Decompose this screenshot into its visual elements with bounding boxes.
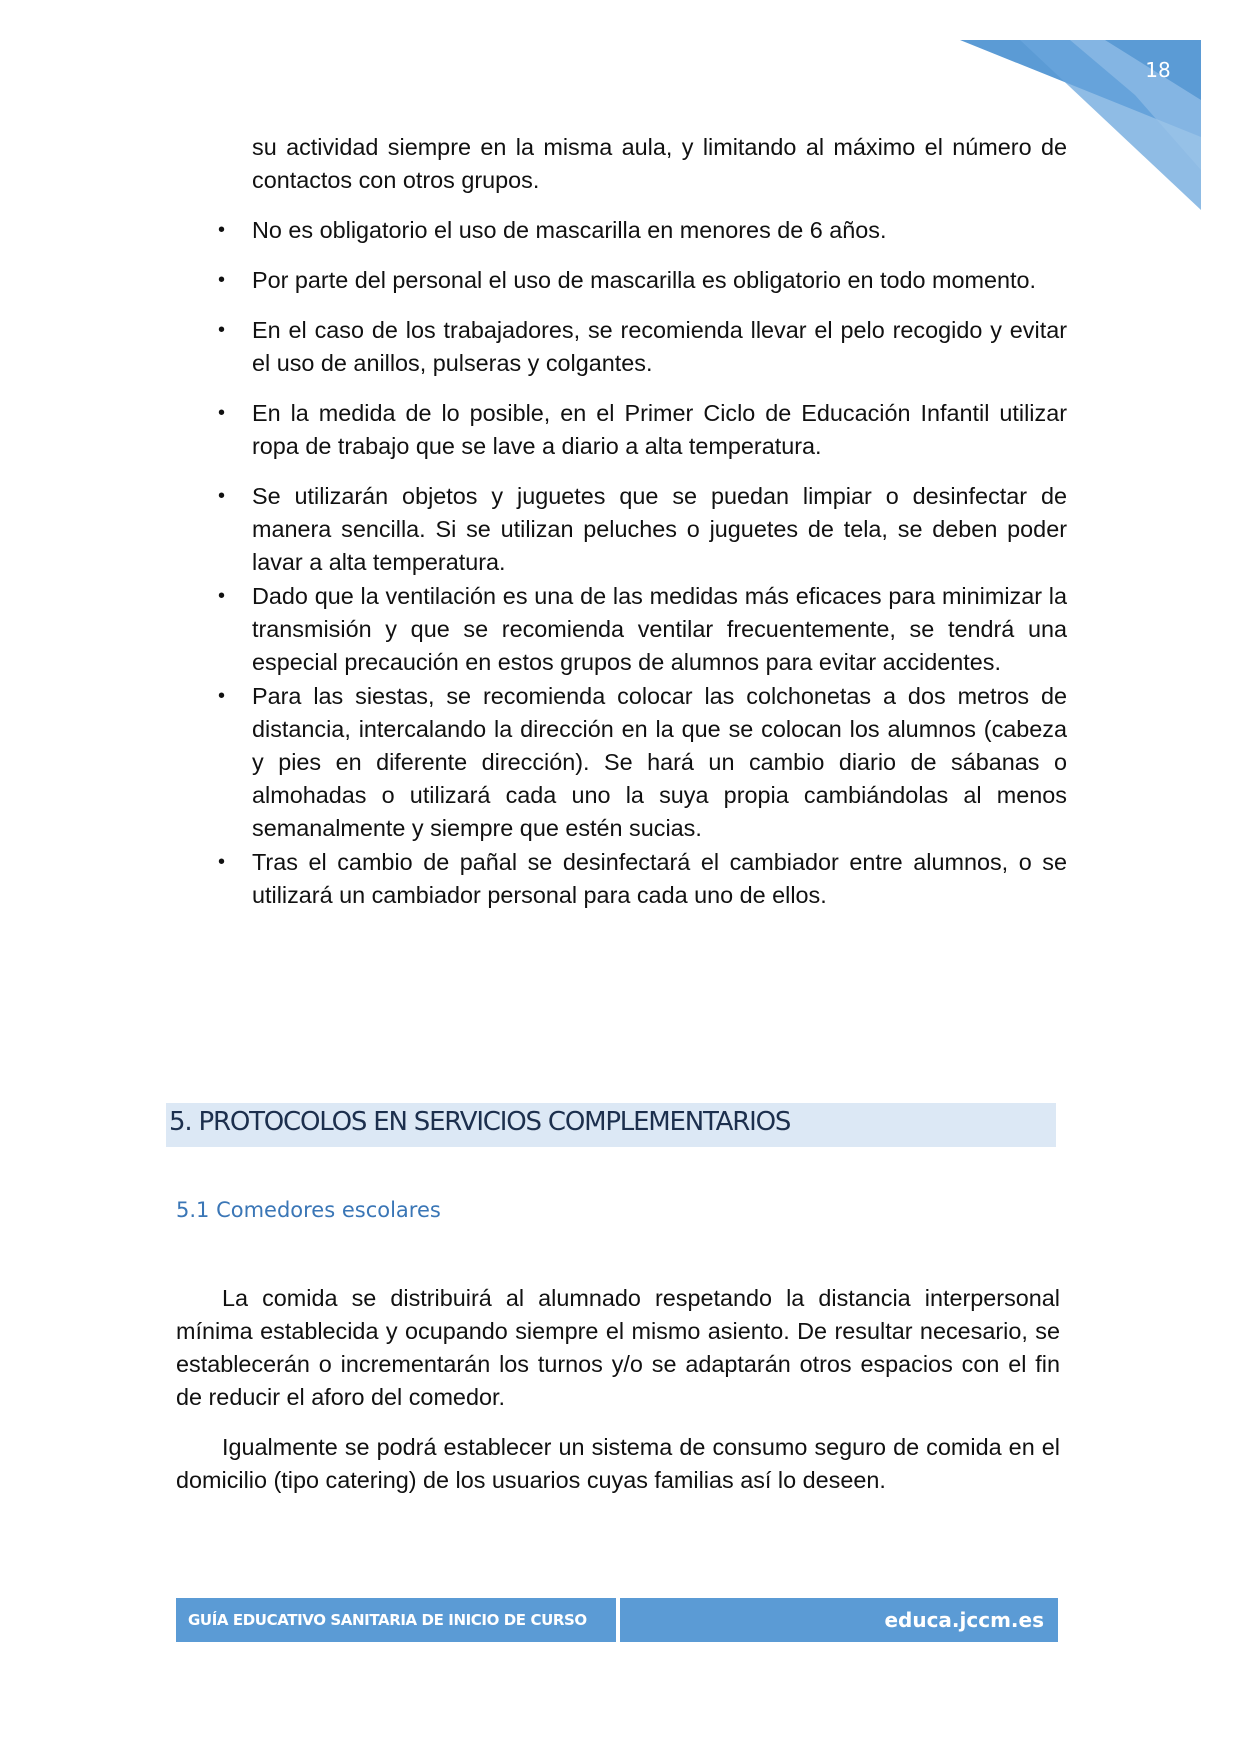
footer-title [176,1598,616,1642]
bullet-icon: • [218,585,226,607]
page-number: 18 [1145,58,1171,82]
bullet-continuation [207,131,1067,197]
list-item-text: Para las siestas, se recomienda colocar las colchonetas a dos metros de distancia, intercalando la dirección en la que se colocan los alumnos (cabeza y pies en diferente dirección). Se hará un cambio diario de sábanas o almohadas o utilizará cada uno la suya propia cambiándolas al menos semanalmente y siempre que estén sucias. [252,683,1067,841]
bullet-icon: • [218,485,226,507]
section-heading-text: 5. PROTOCOLOS EN SERVICIOS COMPLEMENTARIOS [169,1107,791,1137]
list-item-text: No es obligatorio el uso de mascarilla en menores de 6 años. [252,217,887,243]
section-heading [166,1103,1056,1147]
list-item [207,846,1067,912]
list-item [207,314,1067,380]
list-item-text: Por parte del personal el uso de mascarilla es obligatorio en todo momento. [252,267,1037,293]
bullet-icon: • [218,402,226,424]
list-item [207,264,1067,297]
paragraph: La comida se distribuirá al alumnado respetando la distancia interpersonal mínima establecida y ocupando siempre el mismo asiento. De resultar necesario, se establecerán o incrementarán los turnos y/o se adaptarán otros espacios con el fin de reducir el aforo del comedor. [176,1285,1060,1410]
list-item [207,680,1067,845]
list-item-text: En la medida de lo posible, en el Primer Ciclo de Educación Infantil utilizar ropa de trabajo que se lave a diario a alta temperatura. [252,400,1067,459]
list-item-text: En el caso de los trabajadores, se recomienda llevar el pelo recogido y evitar el uso de anillos, pulseras y colgantes. [252,317,1067,376]
list-item-text: Tras el cambio de pañal se desinfectará el cambiador entre alumnos, o se utilizará un cambiador personal para cada uno de ellos. [252,849,1067,908]
list-item-text: Se utilizarán objetos y juguetes que se puedan limpiar o desinfectar de manera sencilla. Si se utilizan peluches o juguetes de tela, se deben poder lavar a alta temperatura. [252,483,1067,575]
bullet-list [207,131,1067,913]
footer-website-text: educa.jccm.es [884,1608,1044,1632]
list-item [207,480,1067,579]
subheading: 5.1 Comedores escolares [176,1198,441,1222]
list-item-text: su actividad siempre en la misma aula, y limitando al máximo el número de contactos con otros grupos. [252,134,1067,193]
footer-title-text: GUÍA EDUCATIVO SANITARIA DE INICIO DE CURSO [188,1611,587,1629]
footer-website [620,1598,1058,1642]
list-item-text: Dado que la ventilación es una de las medidas más eficaces para minimizar la transmisión y que se recomienda ventilar frecuentemente, se tendrá una especial precaución en estos grupos de alumnos para evitar accidentes. [252,583,1067,675]
list-item [207,397,1067,463]
bullet-icon: • [218,219,226,241]
bullet-icon: • [218,319,226,341]
list-item [207,214,1067,247]
bullet-icon: • [218,269,226,291]
list-item [207,580,1067,679]
paragraph: Igualmente se podrá establecer un sistema de consumo seguro de comida en el domicilio (tipo catering) de los usuarios cuyas familias así lo deseen. [176,1434,1060,1493]
bullet-icon: • [218,685,226,707]
bullet-icon: • [218,851,226,873]
